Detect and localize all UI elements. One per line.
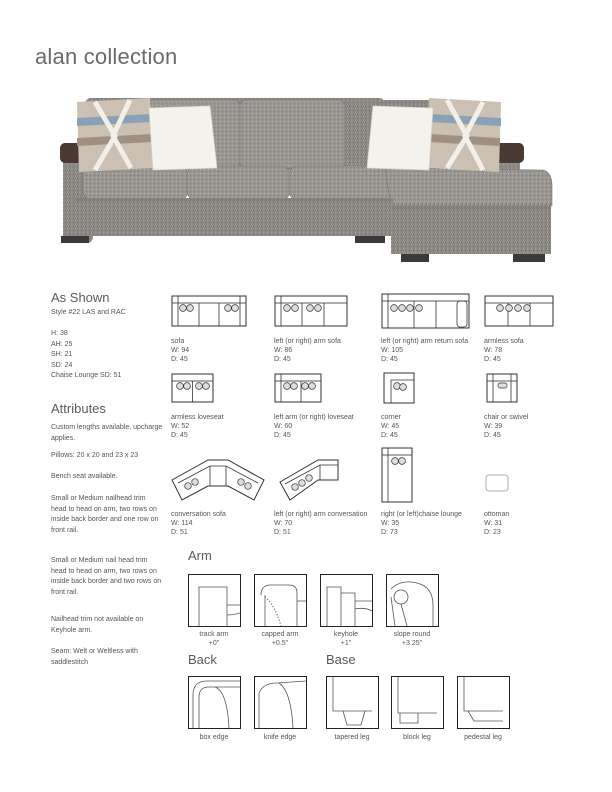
config-label-armless-loveseat: armless loveseat W: 52 D: 45 [171,414,224,439]
arm-caption-keyhole: keyhole +1" [333,631,359,647]
spec-chaise-sd: Chaise Lounge SD: 51 [51,372,122,379]
capped-arm-icon [255,575,306,626]
config-label-corner: corner W: 45 D: 45 [381,414,401,439]
spec-h: H: 38 [51,330,68,337]
spec-ah: AH: 25 [51,340,73,348]
armless-sofa-diagram-icon [484,295,554,327]
arm-caption-track: track arm +0" [199,631,229,647]
box-edge-icon [189,677,240,728]
slope-round-arm-icon [387,575,438,626]
back-heading: Back [188,652,217,667]
ottoman-diagram-icon [485,474,509,492]
config-label-arm-return-sofa: left (or right) arm return sofa W: 105 D: 45 [381,338,469,363]
keyhole-arm-option[interactable] [320,574,373,627]
config-label-conversation-sofa: conversation sofa W: 114 D: 51 [171,511,226,536]
arm-loveseat-diagram-icon [274,373,322,403]
sofa-diagram-icon [171,295,247,327]
config-label-arm-sofa: left (or right) arm sofa W: 86 D: 45 [274,338,341,363]
spec-list [51,329,121,382]
arm-heading: Arm [188,548,212,563]
config-label-chair: chair or swivel W: 39 D: 45 [484,414,529,439]
pedestal-leg-option[interactable] [457,676,510,729]
chair-diagram-icon [486,373,518,403]
config-label-arm-conversation: left (or right) arm conversation W: 70 D: 51 [274,511,368,536]
arm-return-sofa-diagram-icon [381,293,470,329]
keyhole-arm-icon [321,575,372,626]
config-label-chaise-lounge: right (or left)chaise lounge W: 35 D: 73 [381,511,462,536]
style-number: Style #22 LAS and RAC [51,309,126,316]
attribute-nailhead-one-row: Small or Medium nailhead trim head to head on arm, two rows on inside back border and one row on front rail. [51,495,159,534]
as-shown-heading: As Shown [51,290,110,305]
capped-arm-option[interactable] [254,574,307,627]
tapered-leg-option[interactable] [326,676,379,729]
base-heading: Base [326,652,356,667]
slope-round-arm-option[interactable] [386,574,439,627]
base-caption-block-leg: block leg [403,734,431,741]
attribute-custom-lengths: Custom lengths available, upcharge applies. [51,424,163,442]
knife-edge-option[interactable] [254,676,307,729]
arm-caption-slope-round: slope round +3.25" [393,631,431,647]
attribute-bench-seat: Bench seat available. [51,473,118,480]
box-edge-option[interactable] [188,676,241,729]
sectional-sofa-photo [55,88,565,270]
arm-caption-capped: capped arm +0.5" [261,631,299,647]
back-caption-knife-edge: knife edge [263,734,297,741]
attributes-heading: Attributes [51,401,106,416]
base-caption-pedestal-leg: pedestal leg [464,734,502,741]
track-arm-option[interactable] [188,574,241,627]
knife-edge-icon [255,677,306,728]
config-label-ottoman: ottoman W: 31 D: 23 [484,511,510,536]
armless-loveseat-diagram-icon [171,373,214,403]
tapered-leg-icon [327,677,378,728]
arm-sofa-diagram-icon [274,295,348,327]
back-caption-box-edge: box edge [199,734,229,741]
base-caption-tapered-leg: tapered leg [334,734,370,741]
corner-diagram-icon [383,372,415,404]
spec-sd: SD: 24 [51,361,73,369]
track-arm-icon [189,575,240,626]
config-label-armless-sofa: armless sofa W: 78 D: 45 [484,338,524,363]
block-leg-icon [392,677,443,728]
block-leg-option[interactable] [391,676,444,729]
attribute-nailhead-two-rows: Small or Medium nail head trim head to head on arm, two rows on inside back border and two rows on front rail. [51,557,162,596]
attribute-seam: Seam: Welt or Weltless with saddlestitch [51,648,138,666]
conversation-sofa-diagram-icon [170,458,266,502]
attribute-pillows: Pillows: 20 x 20 and 23 x 23 [51,452,139,459]
chaise-lounge-diagram-icon [381,447,413,503]
attribute-keyhole-note: Nailhead trim not available on Keyhole arm. [51,616,144,634]
page-title: alan collection [35,44,178,69]
arm-conversation-diagram-icon [278,458,340,502]
config-label-sofa: sofa W: 94 D: 45 [171,338,190,363]
pedestal-leg-icon [458,677,509,728]
spec-sh: SH: 21 [51,351,73,358]
config-label-arm-loveseat: left arm (or right) loveseat W: 60 D: 45 [274,414,354,439]
